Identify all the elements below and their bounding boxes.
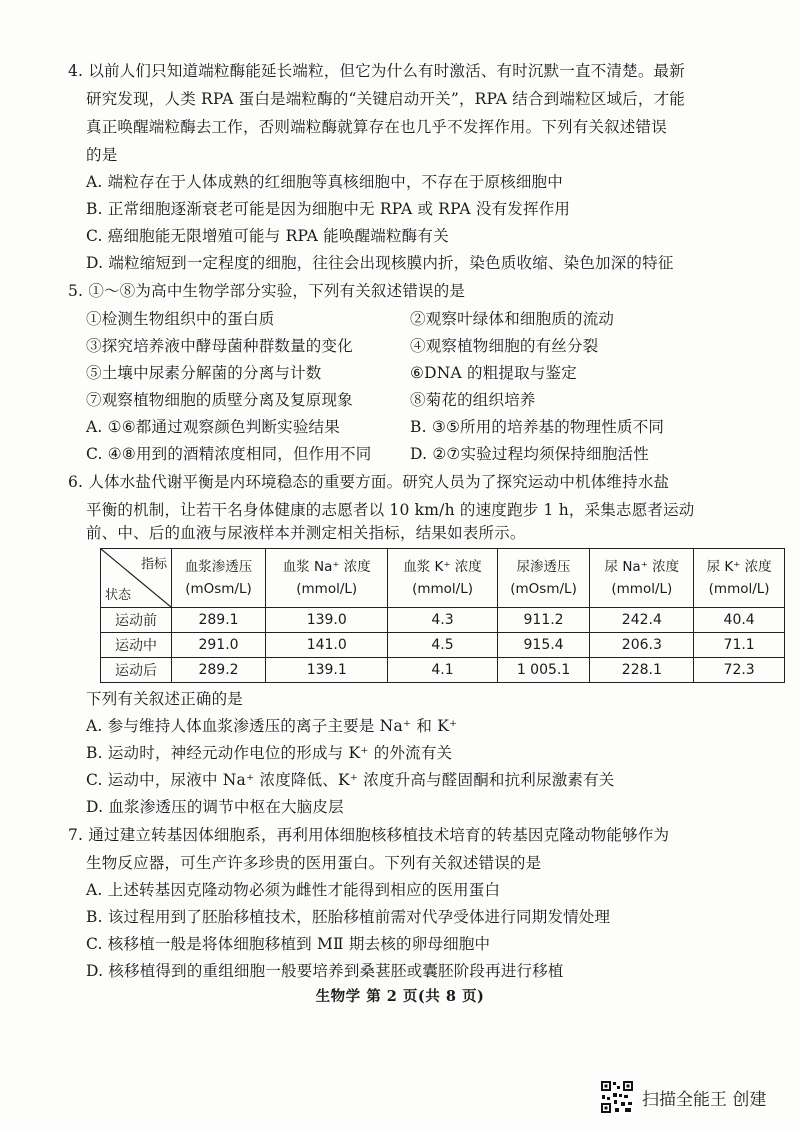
header-title: 尿 Na⁺ 浓度 [604, 559, 680, 575]
q5-experiment-4: ④观察植物细胞的有丝分裂 [410, 337, 599, 355]
table-cell: 139.0 [266, 608, 388, 633]
table-cell: 40.4 [694, 608, 785, 633]
q5-option-b: B. ③⑤所用的培养基的物理性质不同 [410, 418, 665, 436]
q5-experiment-3: ③探究培养液中酵母菌种群数量的变化 [86, 337, 353, 355]
q5-option-c: C. ④⑧用到的酒精浓度相同，但作用不同 [86, 445, 372, 463]
q5-experiment-6: ⑥DNA 的粗提取与鉴定 [410, 364, 577, 382]
table-row [101, 633, 785, 658]
row-label: 运动后 [101, 658, 172, 683]
corner-label-state: 状态 [105, 588, 132, 603]
header-unit: (mOsm/L) [510, 581, 577, 597]
qr-code-icon [600, 1080, 634, 1114]
q5-option-a: A. ①⑥都通过观察颜色判断实验结果 [86, 418, 340, 436]
table-cell: 228.1 [590, 658, 694, 683]
table-cell: 289.2 [172, 658, 266, 683]
header-unit: (mmol/L) [412, 581, 473, 597]
header-title: 血浆 K⁺ 浓度 [403, 559, 482, 575]
table-cell: 4.1 [388, 658, 497, 683]
table-cell: 71.1 [694, 633, 785, 658]
table-header-cell [266, 549, 388, 608]
row-label: 运动中 [101, 633, 172, 658]
header-title: 血浆 Na⁺ 浓度 [282, 559, 371, 575]
table-cell: 141.0 [266, 633, 388, 658]
q7-option-a: A. 上述转基因克隆动物必须为雌性才能得到相应的医用蛋白 [86, 881, 501, 899]
q5-stem: 5. ①～⑧为高中生物学部分实验，下列有关叙述错误的是 [68, 282, 466, 300]
q5-experiment-8: ⑧菊花的组织培养 [410, 391, 536, 409]
table-header-cell [497, 549, 590, 608]
table-cell: 4.5 [388, 633, 497, 658]
q6-data-table [100, 548, 785, 683]
table-corner-cell [101, 549, 172, 608]
table-cell: 291.0 [172, 633, 266, 658]
table-cell: 206.3 [590, 633, 694, 658]
q5-experiment-7: ⑦观察植物细胞的质壁分离及复原现象 [86, 391, 353, 409]
q4-option-c: C. 癌细胞能无限增殖可能与 RPA 能唤醒端粒酶有关 [86, 227, 449, 245]
q6-option-a: A. 参与维持人体血浆渗透压的离子主要是 Na⁺ 和 K⁺ [86, 717, 458, 735]
q4-option-a: A. 端粒存在于人体成熟的红细胞等真核细胞中，不存在于原核细胞中 [86, 173, 563, 191]
table-cell: 915.4 [497, 633, 590, 658]
table-cell: 242.4 [590, 608, 694, 633]
q6-stem-line-2: 平衡的机制，让若干名身体健康的志愿者以 10 km/h 的速度跑步 1 h，采集志愿者运动 [86, 501, 695, 519]
q7-option-b: B. 该过程用到了胚胎移植技术，胚胎移植前需对代孕受体进行同期发情处理 [86, 908, 611, 926]
table-cell: 1 005.1 [497, 658, 590, 683]
table-cell: 4.3 [388, 608, 497, 633]
q7-option-d: D. 核移植得到的重组细胞一般要培养到桑葚胚或囊胚阶段再进行移植 [86, 962, 564, 980]
header-unit: (mmol/L) [611, 581, 673, 597]
q6-stem-line-1: 6. 人体水盐代谢平衡是内环境稳态的重要方面。研究人员为了探究运动中机体维持水盐 [68, 473, 670, 491]
table-header-row [101, 549, 785, 608]
table-cell: 139.1 [266, 658, 388, 683]
table-header-cell [172, 549, 266, 608]
q5-option-d: D. ②⑦实验过程均须保持细胞活性 [410, 445, 649, 463]
row-label: 运动前 [101, 608, 172, 633]
table-header-cell [388, 549, 497, 608]
q4-stem-line-4: 的是 [86, 146, 118, 164]
header-unit: (mmol/L) [708, 581, 770, 597]
q6-stem-line-3: 前、中、后的血液与尿液样本并测定相关指标，结果如表所示。 [86, 524, 526, 542]
table-cell: 911.2 [497, 608, 590, 633]
table-header-cell [590, 549, 694, 608]
q7-option-c: C. 核移植一般是将体细胞移植到 MⅡ 期去核的卵母细胞中 [86, 935, 491, 953]
q5-experiment-1: ①检测生物组织中的蛋白质 [86, 310, 275, 328]
q4-option-b: B. 正常细胞逐渐衰老可能是因为细胞中无 RPA 或 RPA 没有发挥作用 [86, 200, 571, 218]
table-cell: 72.3 [694, 658, 785, 683]
table-cell: 289.1 [172, 608, 266, 633]
corner-label-indicator: 指标 [140, 557, 167, 572]
q4-option-d: D. 端粒缩短到一定程度的细胞，往往会出现核膜内折，染色质收缩、染色加深的特征 [86, 254, 674, 272]
q5-experiment-5: ⑤土壤中尿素分解菌的分离与计数 [86, 364, 322, 382]
q4-stem-line-2: 研究发现，人类 RPA 蛋白是端粒酶的“关键启动开关”，RPA 结合到端粒区域后，才能 [86, 90, 685, 108]
table-header-cell [694, 549, 785, 608]
q6-option-b: B. 运动时，神经元动作电位的形成与 K⁺ 的外流有关 [86, 744, 453, 762]
q6-question: 下列有关叙述正确的是 [86, 690, 244, 708]
header-unit: (mmol/L) [296, 581, 358, 597]
watermark-text: 扫描全能王 创建 [642, 1089, 767, 1110]
q4-stem-line-3: 真正唤醒端粒酶去工作，否则端粒酶就算存在也几乎不发挥作用。下列有关叙述错误 [86, 118, 667, 136]
table-row [101, 658, 785, 683]
header-title: 血浆渗透压 [184, 559, 253, 575]
header-title: 尿渗透压 [516, 559, 571, 575]
header-title: 尿 K⁺ 浓度 [706, 559, 772, 575]
q5-experiment-2: ②观察叶绿体和细胞质的流动 [410, 310, 615, 328]
q6-option-d: D. 血浆渗透压的调节中枢在大脑皮层 [86, 798, 344, 816]
header-unit: (mOsm/L) [185, 581, 252, 597]
q6-option-c: C. 运动中，尿液中 Na⁺ 浓度降低、K⁺ 浓度升高与醛固酮和抗利尿激素有关 [86, 771, 615, 789]
q7-stem-line-1: 7. 通过建立转基因体细胞系，再利用体细胞核移植技术培育的转基因克隆动物能够作为 [68, 826, 670, 844]
q7-stem-line-2: 生物反应器，可生产许多珍贵的医用蛋白。下列有关叙述错误的是 [86, 854, 542, 872]
q4-stem-line-1: 4. 以前人们只知道端粒酶能延长端粒，但它为什么有时激活、有时沉默一直不清楚。最新 [68, 62, 685, 80]
scanner-watermark [600, 1080, 766, 1114]
table-row [101, 608, 785, 633]
page-footer: 生物学 第 2 页(共 8 页) [315, 988, 485, 1005]
